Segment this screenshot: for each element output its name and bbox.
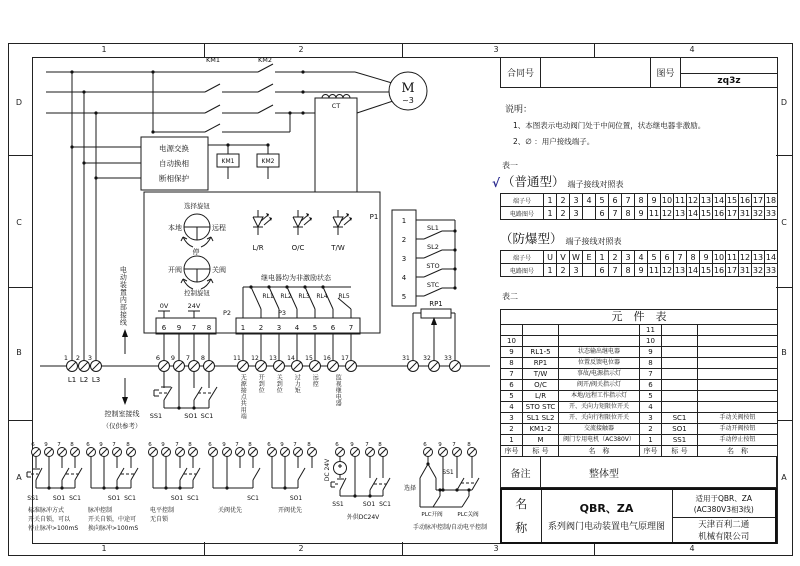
caption: 开关自锁，可以 bbox=[28, 516, 71, 523]
applicability: 适用于QBR、ZA (AC380V3相3线) bbox=[672, 489, 776, 518]
user-terminal-row bbox=[40, 354, 490, 384]
term-num: 7 bbox=[112, 442, 116, 448]
contract-value bbox=[541, 58, 651, 88]
table1-caption: 表一 bbox=[502, 161, 518, 170]
power-box-line: 自动换相 bbox=[159, 159, 189, 168]
caption: 脉冲控制 bbox=[88, 507, 113, 514]
dc24v-label: DC 24V bbox=[324, 458, 331, 482]
p3-terminal: 7 bbox=[348, 324, 354, 332]
so1-label: SO1 bbox=[184, 412, 198, 420]
example-external-dc24v bbox=[324, 442, 391, 521]
example-pulse-control bbox=[86, 442, 138, 532]
term-num: 9 bbox=[44, 442, 48, 448]
local-label: 本地 bbox=[168, 224, 182, 232]
p1-terminal: 1 bbox=[401, 217, 407, 225]
term-num: 15 bbox=[305, 355, 313, 362]
term-num: 7 bbox=[235, 442, 239, 448]
term-num: 32 bbox=[423, 355, 431, 362]
km1-contact-label: KM1 bbox=[205, 56, 221, 64]
plc-close-label: PLC关阀 bbox=[457, 512, 479, 518]
phase-label: L2 bbox=[79, 376, 89, 384]
limit-switch-label: STC bbox=[426, 281, 440, 289]
0v-label: 0V bbox=[159, 302, 169, 310]
caption: 关阀优先 bbox=[218, 507, 243, 514]
relay-label: RL5 bbox=[338, 293, 350, 300]
stop-label: 停 bbox=[192, 248, 200, 256]
power-protection-box bbox=[141, 137, 279, 190]
term-num: 9 bbox=[438, 442, 442, 448]
caption: 开关自锁，中途可 bbox=[88, 516, 137, 523]
term-num: 6 bbox=[155, 354, 161, 362]
zone-label: D bbox=[15, 98, 23, 107]
ss1-label: SS1 bbox=[27, 495, 39, 502]
name-label: 名 称 bbox=[501, 489, 541, 543]
relay-label: RL3 bbox=[298, 293, 310, 300]
so1-label: SO1 bbox=[170, 495, 184, 502]
example-open-priority bbox=[267, 442, 316, 514]
term-num: 11 bbox=[233, 355, 241, 362]
power-circuit bbox=[46, 56, 393, 360]
ordinary-type-heading bbox=[492, 172, 624, 190]
zone-label: B bbox=[781, 348, 787, 357]
term-num: 33 bbox=[444, 355, 452, 362]
wiring-examples bbox=[27, 442, 487, 532]
p2-terminal: 8 bbox=[206, 324, 212, 332]
p2-label: P2 bbox=[222, 309, 232, 317]
p1-label: P1 bbox=[369, 213, 379, 221]
ordinary-type-title: （普通型） bbox=[502, 174, 565, 189]
current-transformer bbox=[315, 95, 357, 192]
control-board-box bbox=[144, 192, 380, 333]
term-num: 6 bbox=[208, 442, 212, 448]
term-num: 9 bbox=[280, 442, 284, 448]
internal-wiring-note: 电动装置内部接线 bbox=[119, 266, 128, 326]
p1-terminal: 5 bbox=[401, 293, 407, 301]
term-num: 6 bbox=[148, 442, 152, 448]
p2-p3-blocks bbox=[156, 302, 360, 360]
caption: 开阀优先 bbox=[278, 507, 303, 514]
contract-label: 合同号 bbox=[501, 58, 541, 88]
explosion-proof-subtitle: 端子接线对照表 bbox=[565, 237, 622, 246]
term-num: 8 bbox=[200, 354, 206, 362]
caption: 外供DC24V bbox=[346, 514, 380, 521]
p3-terminal: 2 bbox=[258, 324, 264, 332]
term-num: 7 bbox=[293, 442, 297, 448]
term-num: 8 bbox=[307, 442, 311, 448]
local-pushbuttons bbox=[150, 372, 217, 420]
term-num: 3 bbox=[87, 354, 93, 362]
example-standard-pulse bbox=[27, 442, 82, 532]
drawing-no-blank bbox=[681, 58, 778, 74]
zone-label: 3 bbox=[493, 45, 499, 54]
so1-label: SO1 bbox=[362, 501, 376, 508]
term-num: 17 bbox=[341, 355, 349, 362]
zone-label: B bbox=[16, 348, 22, 357]
term-num: 6 bbox=[86, 442, 90, 448]
motor-symbol bbox=[389, 72, 427, 110]
ss1-label: SS1 bbox=[332, 501, 344, 508]
relay-label: RL1 bbox=[262, 293, 274, 300]
zone-label: 2 bbox=[298, 45, 304, 54]
remote-label: 远程 bbox=[212, 224, 226, 232]
caption: 停止脉冲>100mS bbox=[28, 525, 79, 532]
zone-label: A bbox=[16, 473, 22, 482]
zone-label: D bbox=[780, 98, 788, 107]
relay-label: RL2 bbox=[280, 293, 292, 300]
selector-label: 选择 bbox=[403, 485, 417, 492]
boundary-annotations bbox=[103, 329, 142, 430]
term-num: 9 bbox=[222, 442, 226, 448]
terminal-function-label: 过力矩 bbox=[293, 374, 301, 394]
term-num: 1 bbox=[63, 354, 69, 362]
zone-label: 3 bbox=[493, 544, 499, 553]
term-num: 31 bbox=[402, 355, 410, 362]
motor-phase-label: ~3 bbox=[402, 96, 414, 105]
term-num: 8 bbox=[70, 442, 74, 448]
p1-connector bbox=[370, 210, 457, 306]
drawing-title: QBR、ZA 系列阀门电动装置电气原理图 bbox=[541, 489, 672, 543]
caption: 电平控制 bbox=[150, 507, 175, 514]
so1-label: SO1 bbox=[52, 495, 66, 502]
24v-label: 24V bbox=[187, 302, 201, 310]
ss1-label: SS1 bbox=[442, 469, 454, 476]
caption: 标准脉冲方式 bbox=[28, 507, 65, 514]
zone-label: 1 bbox=[101, 45, 107, 54]
led-label: O/C bbox=[291, 244, 305, 252]
example-plc-control bbox=[404, 442, 487, 531]
relay-state-note: 继电器均为非激励状态 bbox=[261, 274, 331, 282]
example-close-priority bbox=[208, 442, 260, 514]
power-box-line: 断相保护 bbox=[159, 174, 189, 183]
explosion-proof-heading bbox=[500, 229, 622, 247]
term-num: 9 bbox=[350, 442, 354, 448]
close-valve-label: 关阀 bbox=[212, 266, 226, 274]
terminal-function-label: 无源接点共用端 bbox=[239, 374, 247, 420]
sc1-label: SC1 bbox=[69, 495, 81, 502]
plc-open-label: PLC开阀 bbox=[421, 512, 443, 518]
zone-label: C bbox=[16, 218, 22, 227]
term-num: 6 bbox=[423, 442, 427, 448]
open-valve-label: 开阀 bbox=[168, 266, 182, 274]
phase-label: L1 bbox=[67, 376, 77, 384]
zone-label: 2 bbox=[298, 544, 304, 553]
p2-terminal: 9 bbox=[176, 324, 182, 332]
p3-terminal: 4 bbox=[294, 324, 300, 332]
so1-label: SO1 bbox=[107, 495, 121, 502]
term-num: 8 bbox=[378, 442, 382, 448]
p2-terminal: 7 bbox=[191, 324, 197, 332]
p3-terminal: 1 bbox=[240, 324, 246, 332]
sc1-label: SC1 bbox=[247, 495, 259, 502]
rp1-potentiometer bbox=[413, 300, 455, 360]
sc1-label: SC1 bbox=[124, 495, 136, 502]
term-num: 8 bbox=[126, 442, 130, 448]
note-item: 1、本图表示电动阀门处于中间位置，状态继电器非激励。 bbox=[513, 121, 706, 130]
term-num: 6 bbox=[31, 442, 35, 448]
term-num: 6 bbox=[335, 442, 339, 448]
term-num: 8 bbox=[188, 442, 192, 448]
term-num: 7 bbox=[452, 442, 456, 448]
term-num: 6 bbox=[267, 442, 271, 448]
component-table: 元 件 表 11 10 10 9 RL1-5 状态输出继电器 9 8 RP1 位置反馈电位器 8 7 T/W 事故/电源指示灯 7 6 O/C 阀开/阀关指示灯 6 5 L/R 本地/远程工作指示灯 5 4 STO STC 开、关向力矩限位开关 4 3 SL1 SL2 开、关向行程限位开关 3 SC1 手动关阀按钮 2 KM1-2 交流接触器 2 SO1 手动开阀按钮 1 M 阀门专用电机（AC380V） 1 SS1 手动停止按钮 序号 标 号 名 称 序号 标 号 名 称 bbox=[500, 309, 778, 471]
zone-label: 1 bbox=[101, 544, 107, 553]
p1-terminal: 2 bbox=[401, 236, 407, 244]
relay-label: RL4 bbox=[316, 293, 328, 300]
reference-note: （仅供参考） bbox=[102, 422, 142, 430]
p3-terminal: 6 bbox=[330, 324, 336, 332]
term-num: 7 bbox=[57, 442, 61, 448]
so1-label: SO1 bbox=[289, 495, 303, 502]
remark-value: 整体型 bbox=[541, 457, 777, 488]
sc1-label: SC1 bbox=[379, 501, 391, 508]
zone-label: A bbox=[781, 473, 787, 482]
rp1-label: RP1 bbox=[429, 300, 443, 308]
zone-label: 4 bbox=[689, 45, 695, 54]
terminal-function-label: 关到位 bbox=[275, 374, 283, 394]
km1-coil-label: KM1 bbox=[221, 158, 235, 165]
terminal-function-label: 监视继电器 bbox=[334, 374, 342, 407]
p3-terminal: 3 bbox=[276, 324, 282, 332]
km2-contact-label: KM2 bbox=[257, 56, 273, 64]
term-num: 7 bbox=[365, 442, 369, 448]
caption: 无自锁 bbox=[150, 516, 169, 523]
term-num: 9 bbox=[99, 442, 103, 448]
led-label: L/R bbox=[252, 244, 264, 252]
led-indicators bbox=[252, 210, 352, 252]
p1-terminal: 3 bbox=[401, 255, 407, 263]
zone-label: 4 bbox=[689, 544, 695, 553]
selector-knob-label: 选择旋钮 bbox=[184, 202, 210, 210]
phase-label: L3 bbox=[91, 376, 101, 384]
zone-label: C bbox=[781, 218, 787, 227]
explosion-proof-title: （防爆型） bbox=[500, 231, 563, 246]
p1-terminal: 4 bbox=[401, 274, 407, 282]
p3-terminal: 5 bbox=[312, 324, 318, 332]
power-box-line: 电源交换 bbox=[159, 144, 189, 153]
term-num: 7 bbox=[175, 442, 179, 448]
example-level-control bbox=[148, 442, 200, 523]
sc1-label: SC1 bbox=[187, 495, 199, 502]
ct-label: CT bbox=[331, 102, 341, 110]
control-knob bbox=[168, 256, 226, 297]
notes-heading: 说明： bbox=[505, 105, 533, 115]
caption: 手动脉冲控制/自动电平控制 bbox=[412, 524, 488, 531]
contract-title-table bbox=[500, 57, 778, 88]
ordinary-type-subtitle: 端子接线对照表 bbox=[567, 180, 624, 189]
selector-knob bbox=[168, 201, 226, 256]
component-table-title: 元 件 表 bbox=[501, 310, 778, 325]
limit-switch-label: SL1 bbox=[427, 224, 439, 232]
control-room-note: 控制室接线 bbox=[104, 410, 140, 418]
motor-label: M bbox=[401, 81, 415, 96]
led-label: T/W bbox=[331, 244, 345, 252]
table2-caption: 表二 bbox=[502, 292, 518, 301]
sc1-label: SC1 bbox=[200, 412, 214, 420]
terminal-function-label: 开到位 bbox=[257, 374, 265, 394]
term-num: 9 bbox=[161, 442, 165, 448]
ordinary-terminal-table: 端子号 1 2 3 4 5 6 7 8 9 10 11 12 13 14 15 16 17 18 电路图号 1 2 3 6 7 8 9 11 12 13 14 15 16 17 31 32 33 bbox=[500, 193, 778, 220]
term-num: 2 bbox=[75, 354, 81, 362]
title-block bbox=[500, 488, 777, 544]
terminal-function-label: 远控 bbox=[311, 374, 319, 387]
term-num: 13 bbox=[269, 355, 277, 362]
term-num: 16 bbox=[323, 355, 331, 362]
drawing-no-label: 图号 bbox=[651, 58, 681, 88]
check-mark: √ bbox=[492, 176, 501, 190]
control-knob-label: 控制旋钮 bbox=[184, 289, 210, 297]
term-num: 7 bbox=[185, 354, 191, 362]
status-relays bbox=[243, 273, 351, 318]
p2-terminal: 6 bbox=[161, 324, 167, 332]
company: 天津百利二通 机械有限公司 bbox=[672, 518, 776, 544]
remark-row bbox=[500, 456, 777, 488]
limit-switch-label: STO bbox=[426, 262, 440, 270]
remark-label: 备注 bbox=[501, 457, 541, 488]
term-num: 9 bbox=[170, 354, 176, 362]
km2-coil-label: KM2 bbox=[261, 158, 275, 165]
term-num: 8 bbox=[248, 442, 252, 448]
explosion-terminal-table: 端子号 U V W E 1 2 3 4 5 6 7 8 9 10 11 12 13 14 电路图号 1 2 3 6 7 8 9 11 12 13 14 15 16 17 31 32 33 bbox=[500, 250, 778, 277]
drawing-no-value: zq3z bbox=[681, 74, 778, 88]
caption: 换向脉冲>100mS bbox=[88, 525, 139, 532]
note-item: 2、∅ ：用户接线端子。 bbox=[513, 137, 595, 146]
term-num: 8 bbox=[467, 442, 471, 448]
limit-switch-label: SL2 bbox=[427, 243, 439, 251]
p3-label: P3 bbox=[277, 309, 287, 317]
term-num: 14 bbox=[287, 355, 295, 362]
ss1-label: SS1 bbox=[149, 412, 163, 420]
term-num: 12 bbox=[251, 355, 259, 362]
